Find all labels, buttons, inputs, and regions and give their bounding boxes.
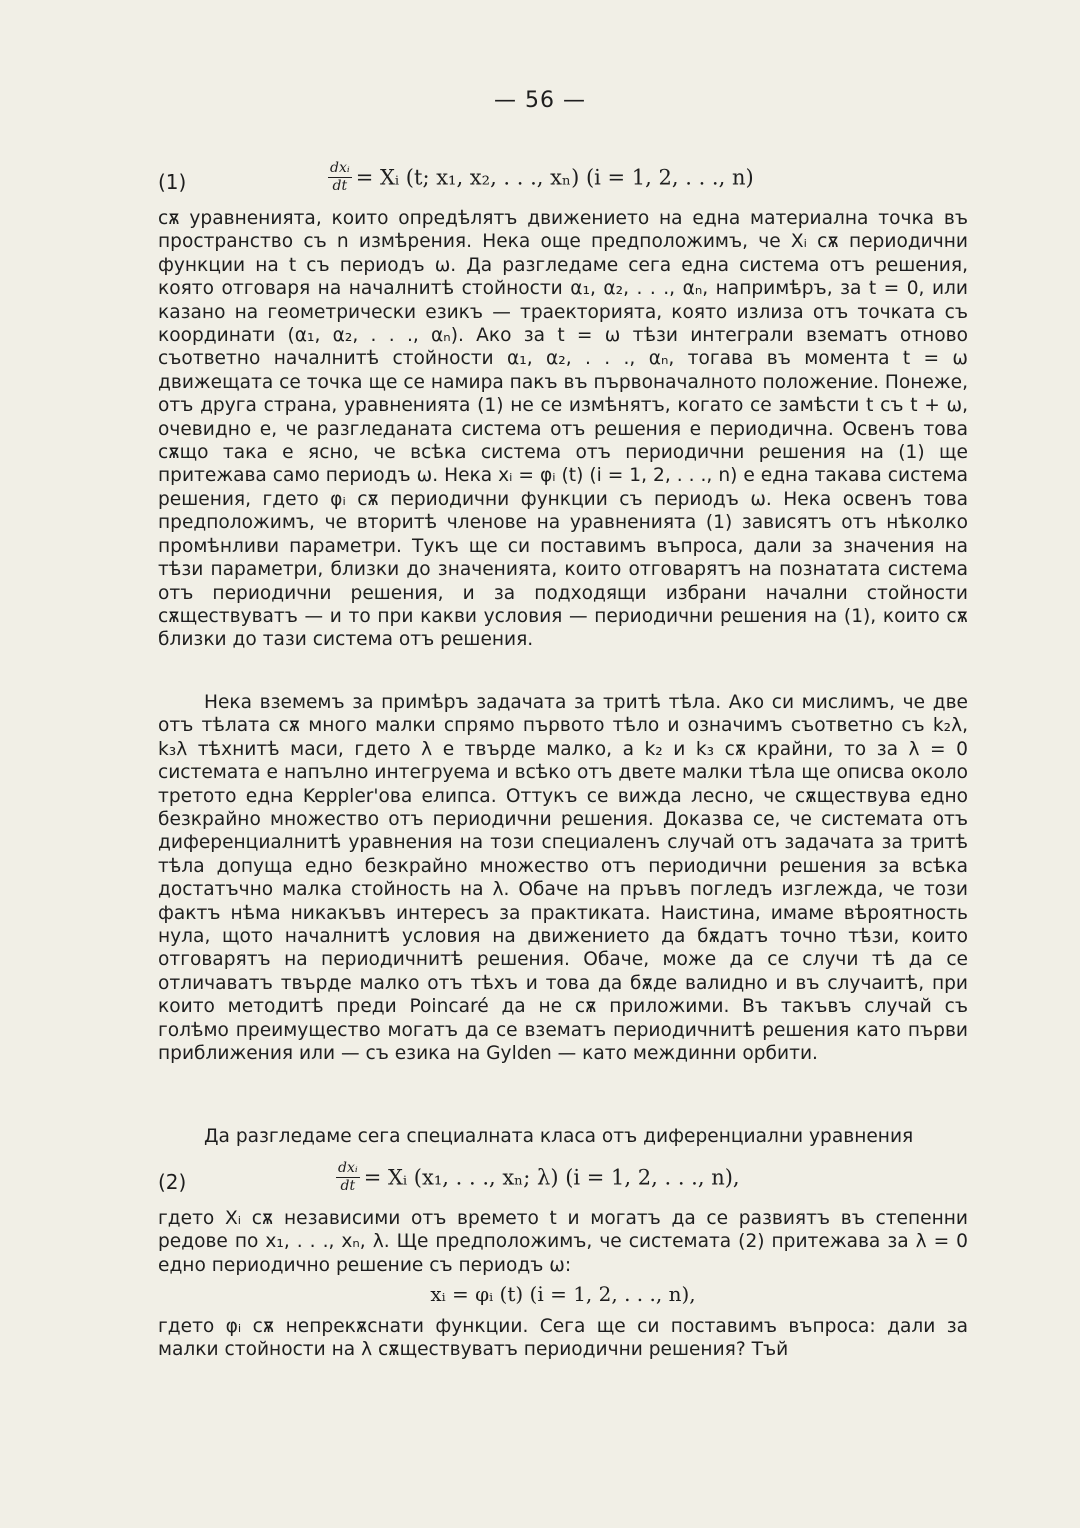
equation-1: [158, 160, 968, 204]
equation-1-number: (1): [158, 170, 187, 194]
equation-2-denominator: dt: [340, 1178, 356, 1194]
equation-1-denominator: dt: [332, 178, 348, 194]
equation-2-rhs: = Xᵢ (x₁, . . ., xₙ; λ) (i = 1, 2, . . ., n),: [363, 1165, 740, 1190]
paragraph-5: гдето φᵢ сѫ непрекѫснати функции. Сега ще си поставимъ въпроса: дали за малки стойности на λ сѫществуватъ периодични решения? Тъй: [158, 1316, 968, 1361]
equation-2: [158, 1160, 968, 1204]
paragraph-1: сѫ уравненията, които опредѣлятъ движението на една материална точка въ пространство съ n измѣрения. Нека още предположимъ, че Xᵢ сѫ периодични функции на t съ периодъ ω. Да разгледаме сега една система отъ решения, която отговаря на началнитѣ стойности α₁, α₂, . . ., αₙ, напримѣръ, за t = 0, или казано на геометрически езикъ — траекторията, която излиза отъ точката съ координати (α₁, α₂, . . ., αₙ). Ако за t = ω тѣзи интеграли взематъ отново съответно началнитѣ стойности α₁, α₂, . . ., αₙ, тогава въ момента t = ω движещата се точка ще се намира пакъ въ първоначалното положение. Понеже, отъ друга страна, уравненията (1) не се измѣнятъ, когато се замѣсти t съ t + ω, очевидно е, че разгледаната система отъ решения е периодична. Освенъ това сѫщо така е ясно, че всѣка система отъ периодични решения на (1) ще притежава само периодъ ω. Нека xᵢ = φᵢ (t) (i = 1, 2, . . ., n) е една такава система решения, гдето φᵢ сѫ периодични функции съ периодъ ω. Нека освенъ това предположимъ, че вторитѣ членове на уравненията (1) зависятъ отъ нѣколко промѣнливи параметри. Тукъ ще си поставимъ въпроса, дали за значения на тѣзи параметри, близки до значенията, които отговарятъ на познатата система отъ периодични решения, и за подходящи избрани начални стойности сѫществуватъ — и то при какви условия — периодични решения на (1), които сѫ близки до тази система отъ решения.: [158, 208, 968, 651]
paragraph-4: гдето Xᵢ сѫ независими отъ времето t и могатъ да се развиятъ въ степенни редове по x₁, . . ., xₙ, λ. Ще предположимъ, че системата (2) притежава за λ = 0 едно периодично решение съ периодъ ω:: [158, 1208, 968, 1276]
equation-3: xᵢ = φᵢ (t) (i = 1, 2, . . ., n),: [430, 1282, 696, 1306]
equation-1-fraction: [328, 160, 352, 195]
equation-2-numerator: dxᵢ: [338, 1160, 358, 1176]
equation-1-numerator: dxᵢ: [330, 160, 350, 176]
equation-2-number: (2): [158, 1170, 187, 1194]
equation-2-fraction: [336, 1160, 360, 1195]
paragraph-2: Нека вземемъ за примѣръ задачата за тритѣ тѣла. Ако си мислимъ, че две отъ тѣлата сѫ много малки спрямо първото тѣло и означимъ съответно съ k₂λ, k₃λ тѣхнитѣ маси, гдето λ е твърде малко, а k₂ и k₃ сѫ крайни, то за λ = 0 системата е напълно интегруема и всѣко отъ двете малки тѣла ще описва около третото една Keppler'ова елипса. Оттукъ се вижда лесно, че сѫществува едно безкрайно множество отъ периодични решения. Доказва се, че системата отъ диференциалнитѣ уравнения на този специаленъ случай отъ задачата за тритѣ тѣла допуща едно безкрайно множество отъ периодични решения за всѣка достатъчно малка стойность на λ. Обаче на пръвъ погледъ изглежда, че този фактъ нѣма никакъвъ интересъ за практиката. Наистина, имаме вѣроятность нула, щото началнитѣ условия на движението да бѫдатъ точно тѣзи, които отговарятъ на периодичнитѣ решения. Обаче, може да се случи тѣ да се отличаватъ твърде малко отъ тѣхъ и това да бѫде валидно и въ случаитѣ, при които методитѣ преди Poincaré да не сѫ приложими. Въ такъвъ случай съ голѣмо преимущество могатъ да се взематъ периодичнитѣ решения като първи приближения или — съ езика на Gylden — като междинни орбити.: [158, 692, 968, 1065]
paragraph-3: Да разгледаме сега специалната класа отъ диференциални уравнения: [204, 1126, 914, 1147]
equation-1-rhs: = Xᵢ (t; x₁, x₂, . . ., xₙ) (i = 1, 2, . . ., n): [355, 165, 754, 190]
page-number: — 56 —: [494, 88, 586, 113]
